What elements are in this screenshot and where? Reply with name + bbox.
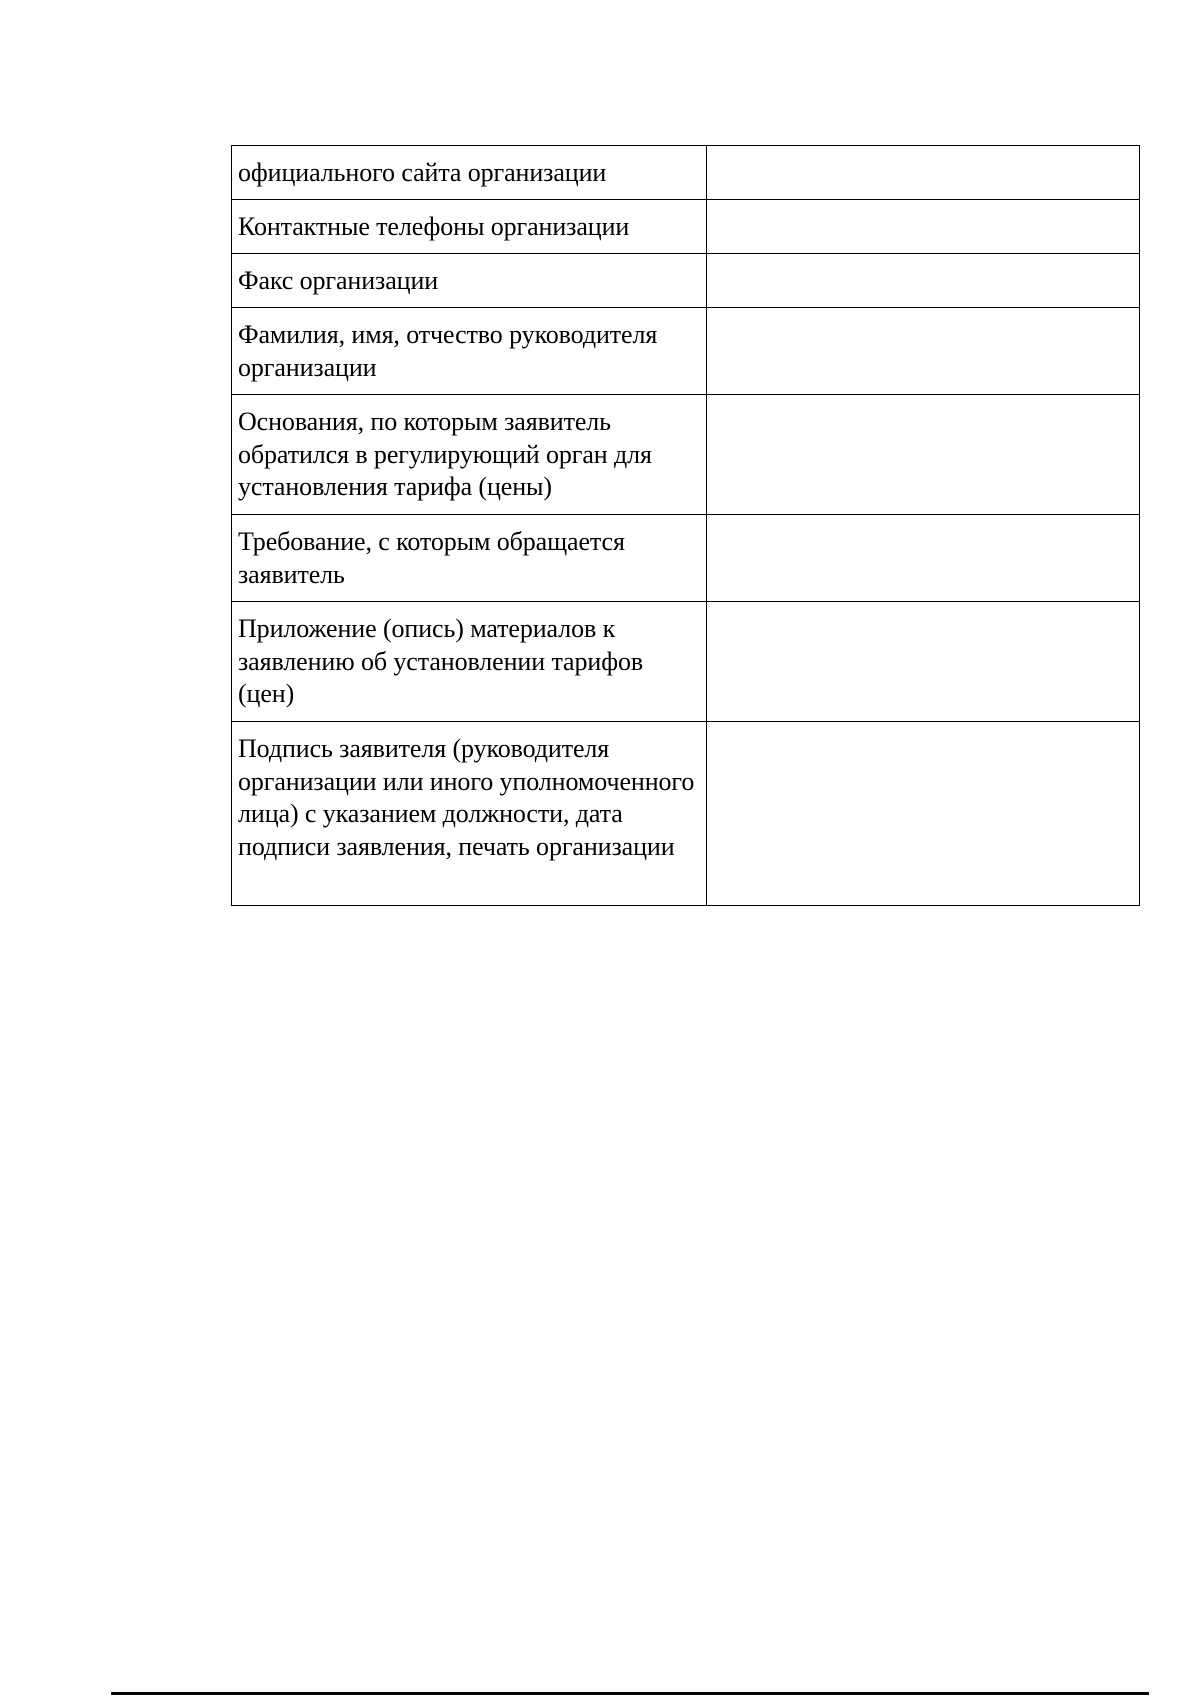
director-name-label: Фамилия, имя, отчество руководителя организации	[238, 320, 658, 382]
row-label-cell	[232, 515, 707, 602]
row-value-cell[interactable]	[706, 722, 1139, 906]
row-value-cell[interactable]	[706, 254, 1139, 308]
grounds-label: Основания, по которым заявитель обратился в регулирующий орган для установления тарифа (цены)	[238, 407, 652, 501]
row-value-cell[interactable]	[706, 602, 1139, 722]
row-label-cell	[232, 722, 707, 906]
row-label-cell	[232, 602, 707, 722]
row-label-cell	[232, 308, 707, 395]
row-label-cell	[232, 146, 707, 200]
application-form-table	[231, 145, 1140, 906]
row-value-cell[interactable]	[706, 515, 1139, 602]
requirement-label: Требование, с которым обращается заявитель	[238, 527, 625, 589]
table-row	[232, 602, 1140, 722]
table-row	[232, 722, 1140, 906]
table-row	[232, 308, 1140, 395]
table-row	[232, 395, 1140, 515]
signature-label: Подпись заявителя (руководителя организации или иного уполномоченного лица) с указанием должности, дата подписи заявления, печать организации	[238, 734, 695, 861]
phones-label: Контактные телефоны организации	[238, 212, 630, 241]
table-row	[232, 200, 1140, 254]
row-value-cell[interactable]	[706, 308, 1139, 395]
row-label-cell	[232, 254, 707, 308]
row-value-cell[interactable]	[706, 146, 1139, 200]
page-footer-rule	[111, 1692, 1149, 1695]
fax-label: Факс организации	[238, 266, 439, 295]
table-row	[232, 515, 1140, 602]
row-value-cell[interactable]	[706, 395, 1139, 515]
table-row	[232, 146, 1140, 200]
row-label-cell	[232, 395, 707, 515]
table-row	[232, 254, 1140, 308]
row-label-cell	[232, 200, 707, 254]
row-value-cell[interactable]	[706, 200, 1139, 254]
website-label: официального сайта организации	[238, 158, 607, 187]
attachments-label: Приложение (опись) материалов к заявлению об установлении тарифов (цен)	[238, 614, 644, 708]
